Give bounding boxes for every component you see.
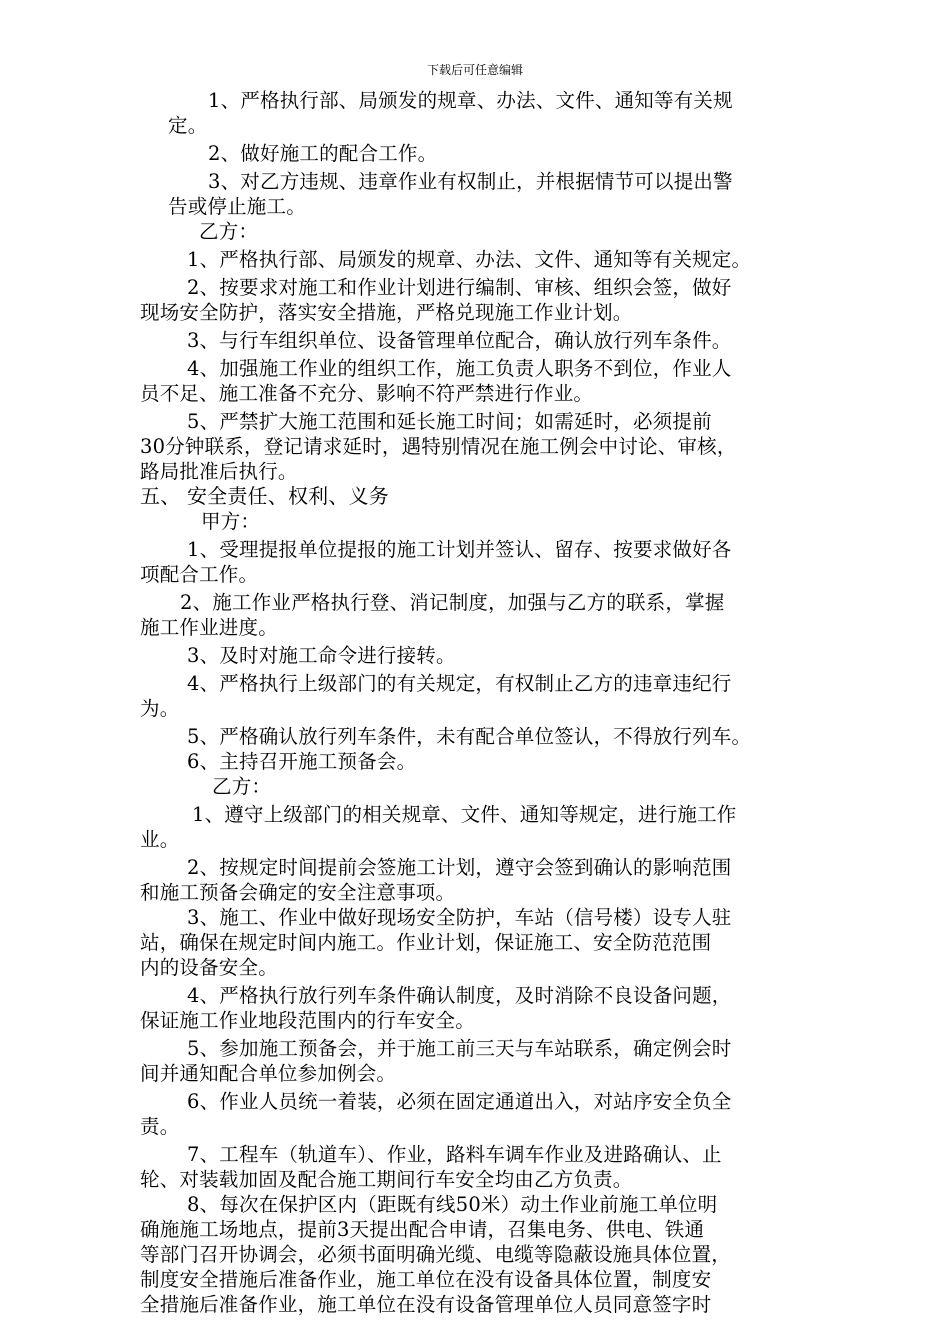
- paragraph-line: 等部门召开协调会，必须书面明确光缆、电缆等隐蔽设施具体位置，: [140, 1243, 732, 1266]
- paragraph-line: 站，确保在规定时间内施工。作业计划，保证施工、安全防范范围: [140, 931, 712, 954]
- paragraph-line: 保证施工作业地段范围内的行车安全。: [140, 1009, 475, 1032]
- paragraph-line: 内的设备安全。: [140, 956, 278, 979]
- paragraph-line: 乙方：: [212, 775, 272, 798]
- paragraph-line: 1、受理提报单位提报的施工计划并签认、留存、按要求做好各: [187, 538, 732, 561]
- paragraph-line: 3、及时对施工命令进行接转。: [187, 644, 456, 667]
- paragraph-line: 和施工预备会确定的安全注意事项。: [140, 881, 456, 904]
- paragraph-line: 2、按要求对施工和作业计划进行编制、审核、组织会签，做好: [187, 276, 732, 299]
- paragraph-line: 为。: [140, 697, 180, 720]
- paragraph-line: 路局批准后执行。: [140, 460, 298, 483]
- paragraph-line: 员不足、施工准备不充分、影响不符严禁进行作业。: [140, 382, 594, 405]
- paragraph-line: 告或停止施工。: [168, 195, 306, 218]
- paragraph-line: 3、与行车组织单位、设备管理单位配合，确认放行列车条件。: [187, 329, 732, 352]
- paragraph-line: 间并通知配合单位参加例会。: [140, 1062, 397, 1085]
- paragraph-line: 确施施工场地点，提前3天提出配合申请，召集电务、供电、铁通: [140, 1218, 705, 1241]
- paragraph-line: 5、严格确认放行列车条件，未有配合单位签认，不得放行列车。: [187, 725, 752, 748]
- paragraph-line: 4、严格执行上级部门的有关规定，有权制止乙方的违章违纪行: [187, 672, 732, 695]
- paragraph-line: 1、严格执行部、局颁发的规章、办法、文件、通知等有关规定。: [187, 248, 752, 271]
- paragraph-line: 现场安全防护，落实安全措施，严格兑现施工作业计划。: [140, 301, 633, 324]
- paragraph-line: 5、严禁扩大施工范围和延长施工时间；如需延时，必须提前: [187, 410, 712, 433]
- document-body: [140, 88, 830, 1317]
- paragraph-line: 轮、对装载加固及配合施工期间行车安全均由乙方负责。: [140, 1168, 633, 1191]
- paragraph-line: 4、加强施工作业的组织工作，施工负责人职务不到位，作业人: [187, 357, 732, 380]
- paragraph-line: 3、对乙方违规、违章作业有权制止，并根据情节可以提出警: [208, 170, 733, 193]
- paragraph-line: 业。: [140, 828, 180, 851]
- section-heading: 五、 安全责任、权利、义务: [140, 484, 389, 508]
- paragraph-line: 2、做好施工的配合工作。: [208, 142, 438, 165]
- paragraph-line: 乙方：: [199, 220, 259, 243]
- paragraph-line: 8、每次在保护区内（距既有线50米）动土作业前施工单位明: [187, 1193, 718, 1216]
- paragraph-line: 1、严格执行部、局颁发的规章、办法、文件、通知等有关规: [208, 89, 733, 112]
- paragraph-line: 项配合工作。: [140, 563, 259, 586]
- paragraph-line: 2、施工作业严格执行登、消记制度，加强与乙方的联系，掌握: [180, 591, 725, 614]
- paragraph-line: 责。: [140, 1115, 180, 1138]
- paragraph-line: 7、工程车（轨道车）、作业，路料车调车作业及进路确认、止: [187, 1143, 722, 1166]
- paragraph-line: 2、按规定时间提前会签施工计划，遵守会签到确认的影响范围: [187, 856, 732, 879]
- paragraph-line: 全措施后准备作业，施工单位在没有设备管理单位人员同意签字时: [140, 1293, 712, 1316]
- paragraph-line: 施工作业进度。: [140, 616, 278, 639]
- paragraph-line: 30分钟联系，登记请求延时，遇特别情况在施工例会中讨论、审核，: [140, 435, 737, 458]
- paragraph-line: 4、严格执行放行列车条件确认制度，及时消除不良设备问题，: [187, 984, 732, 1007]
- page-header: 下载后可任意编辑: [426, 63, 523, 77]
- paragraph-line: 6、主持召开施工预备会。: [187, 750, 417, 773]
- paragraph-line: 1、遵守上级部门的相关规章、文件、通知等规定，进行施工作: [192, 803, 737, 826]
- paragraph-line: 6、作业人员统一着装，必须在固定通道出入，对站序安全负全: [187, 1090, 732, 1113]
- paragraph-line: 3、施工、作业中做好现场安全防护，车站（信号楼）设专人驻: [187, 906, 732, 929]
- paragraph-line: 5、参加施工预备会，并于施工前三天与车站联系，确定例会时: [187, 1037, 732, 1060]
- paragraph-line: 定。: [168, 114, 208, 137]
- paragraph-line: 制度安全措施后准备作业，施工单位在没有设备具体位置，制度安: [140, 1268, 712, 1291]
- paragraph-line: 甲方：: [201, 510, 261, 533]
